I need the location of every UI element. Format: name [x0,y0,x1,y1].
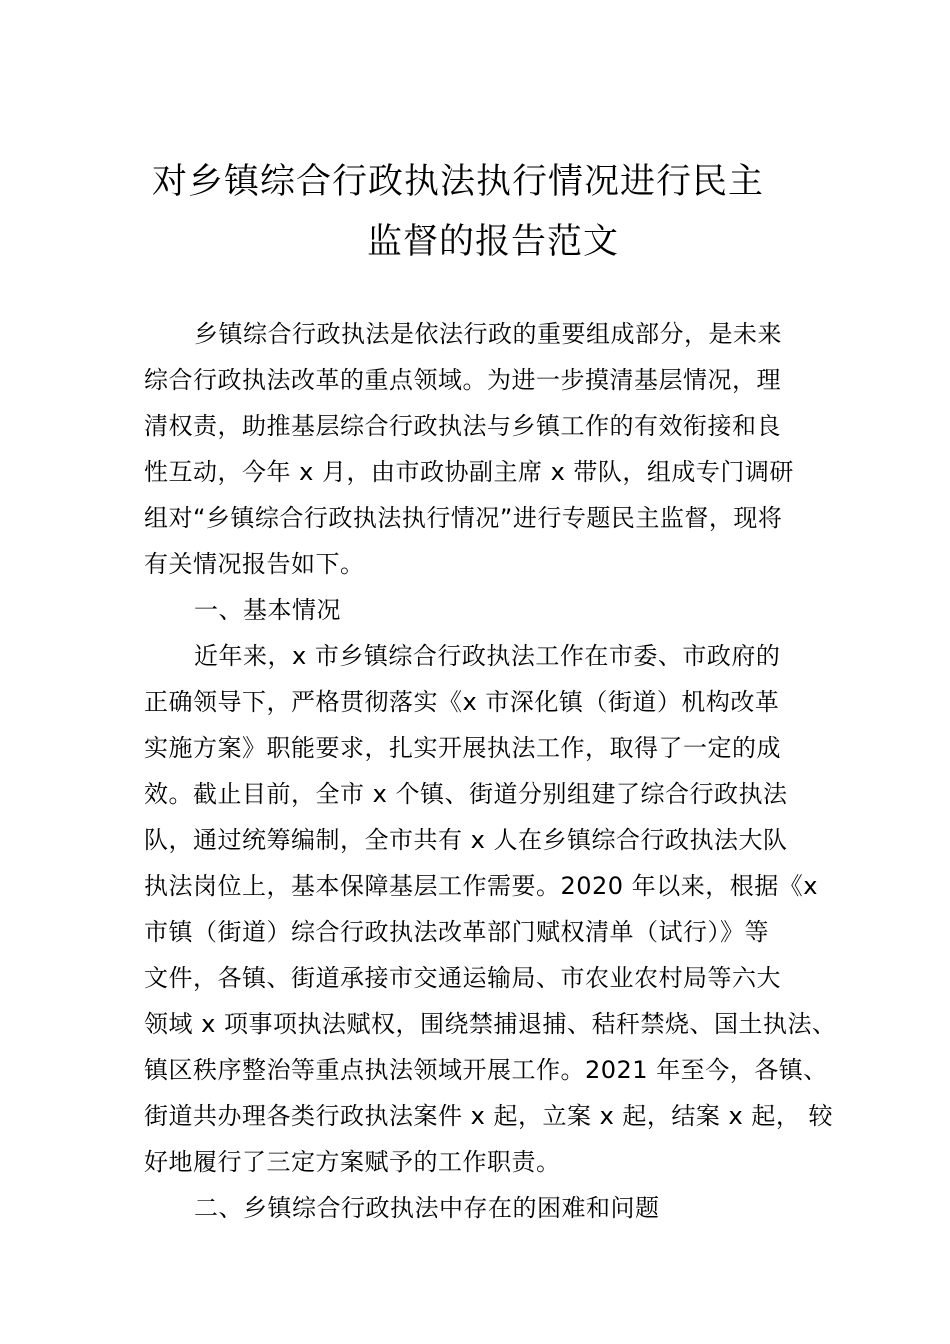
paragraph-line: 市镇（街道）综合行政执法改革部门赋权清单（试行）》等 [144,918,769,946]
paragraph-line: 实施方案》职能要求，扎实开展执法工作，取得了一定的成 [144,734,781,762]
paragraph-line: 好地履行了三定方案赋予的工作职责。 [144,1148,561,1176]
paragraph-line: 领域 x 项事项执法赋权，围绕禁捕退捕、秸秆禁烧、国土执法、 [144,1010,837,1038]
paragraph-line: 乡镇综合行政执法是依法行政的重要组成部分，是未来 [194,320,782,348]
paragraph-line: 队，通过统筹编制，全市共有 x 人在乡镇综合行政执法大队 [144,826,788,854]
paragraph-line: 综合行政执法改革的重点领域。为进一步摸清基层情况，理 [144,366,781,394]
paragraph-line: 文件，各镇、街道承接市交通运输局、市农业农村局等六大 [144,964,781,992]
section-heading: 一、基本情况 [194,596,341,624]
paragraph-line: 组对“乡镇综合行政执法执行情况”进行专题民主监督，现将 [144,504,783,532]
paragraph-line: 效。截止目前，全市 x 个镇、街道分别组建了综合行政执法 [144,780,788,808]
section-heading: 二、乡镇综合行政执法中存在的困难和问题 [194,1194,660,1222]
paragraph-line: 近年来，x 市乡镇综合行政执法工作在市委、市政府的 [194,642,781,670]
document-title-line-1: 对乡镇综合行政执法执行情况进行民主 [151,162,764,202]
paragraph-line: 街道共办理各类行政执法案件 x 起，立案 x 起，结案 x 起， 较 [144,1102,834,1130]
paragraph-line: 执法岗位上，基本保障基层工作需要。2020 年以来，根据《x [144,872,818,900]
paragraph-line: 有关情况报告如下。 [144,550,365,578]
document-body [144,311,837,1231]
paragraph-line: 正确领导下，严格贯彻落实《x 市深化镇（街道）机构改革 [144,688,780,716]
paragraph-line: 性互动，今年 x 月，由市政协副主席 x 带队，组成专门调研 [144,458,794,486]
document-title-line-2: 监督的报告范文 [366,222,619,262]
paragraph-line: 镇区秩序整治等重点执法领域开展工作。2021 年至今，各镇、 [144,1056,828,1084]
paragraph-line: 清权责，助推基层综合行政执法与乡镇工作的有效衔接和良 [144,412,781,440]
